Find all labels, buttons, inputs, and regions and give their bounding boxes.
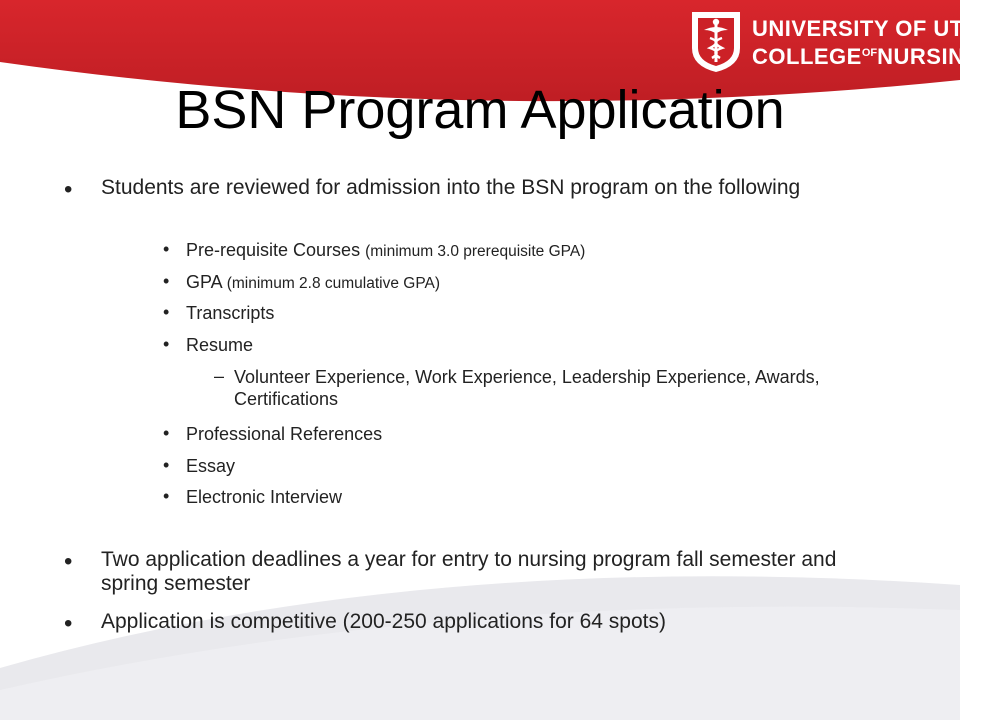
- bullet-text: Application is competitive (200-250 applications for 64 spots): [101, 610, 666, 633]
- logo-university-text: UNIVERSITY OF UTAH: [752, 16, 995, 41]
- criteria-label: Pre-requisite Courses: [186, 240, 361, 260]
- bullet-marker: •: [64, 176, 73, 203]
- criteria-note: (minimum 3.0 prerequisite GPA): [365, 243, 586, 260]
- criteria-label: Professional References: [186, 424, 383, 444]
- dash-marker: –: [214, 366, 225, 386]
- bullet-marker: •: [64, 610, 73, 637]
- criteria-label: Essay: [186, 456, 236, 476]
- logo-college-text: $COLLEGE^{OF}NURSING$: [752, 44, 983, 69]
- criteria-label: GPA: [186, 272, 222, 292]
- sub-bullet-marker: •: [163, 334, 170, 354]
- bullet-marker: •: [64, 548, 73, 575]
- slide-title: BSN Program Application: [175, 80, 785, 140]
- criteria-label: Electronic Interview: [186, 487, 343, 507]
- criteria-label: Transcripts: [186, 303, 275, 323]
- caduceus-shield-icon: [688, 8, 744, 74]
- sub-bullet-marker: •: [163, 455, 170, 475]
- sub-bullet-marker: •: [163, 423, 170, 443]
- criteria-note: (minimum 2.8 cumulative GPA): [226, 275, 441, 292]
- sub-bullet-marker: •: [163, 271, 170, 291]
- sub-bullet-marker: •: [163, 486, 170, 506]
- sub-bullet-marker: •: [163, 239, 170, 259]
- bullet-text: Two application deadlines a year for entry to nursing program fall semester and spring semester: [101, 548, 837, 595]
- sub-bullet-marker: •: [163, 302, 170, 322]
- resume-detail-text: Volunteer Experience, Work Experience, Leadership Experience, Awards, Certifications: [234, 367, 820, 409]
- criteria-label: Resume: [186, 335, 254, 355]
- university-logo: [688, 8, 995, 78]
- bullet-text: Students are reviewed for admission into the BSN program on the following: [101, 176, 801, 199]
